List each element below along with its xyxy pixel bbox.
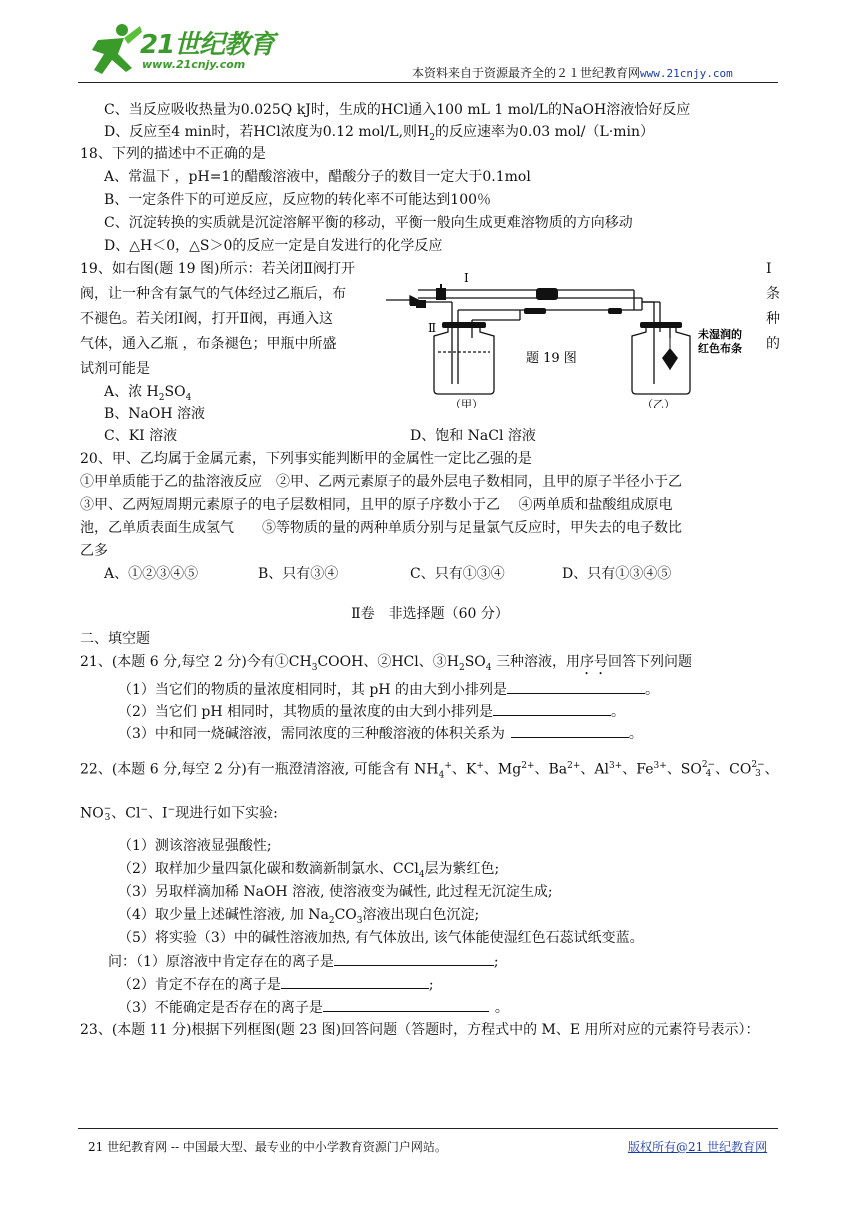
q23-stem: 23、(本题 11 分)根据下列框图(题 23 图)回答问题（答题时，方程式中的 M、E 用所对应的元素符号表示）： (80, 1022, 760, 1038)
logo-main-text: 21世纪教育 (140, 30, 275, 60)
footer-copyright-link[interactable]: 版权所有@21 世纪教育网 (628, 1140, 768, 1154)
q22-question-1: 问：（1）原溶液中肯定存在的离子是 ; (108, 951, 499, 972)
q20-line-2: ③甲、乙两短周期元素原子的电子层数相同，且甲的原子序数小于乙 ④两单质和盐酸组成原电 (80, 497, 673, 513)
q22-blank-1[interactable] (334, 951, 494, 966)
q18-option-b: B、一定条件下的可逆反应，反应物的转化率不可能达到100％ (104, 192, 492, 208)
footer-left-text: 21 世纪教育网 -- 中国最大型、最专业的中小学教育资源门户网站。 (88, 1140, 447, 1154)
header-rule (78, 82, 778, 83)
q20-option-c: C、只有①③④ (410, 566, 505, 582)
q18-stem: 18、下列的描述中不正确的是 (80, 146, 266, 162)
q19-line-5: 试剂可能是 (80, 361, 150, 377)
header-source-prefix: 本资料来自于资源最齐全的２１世纪教育网 (412, 66, 641, 80)
q21-blank-2[interactable] (493, 701, 611, 716)
q22-exp-3: （3）另取样滴加稀 NaOH 溶液, 使溶液变为碱性, 此过程无沉淀生成; (118, 884, 553, 900)
q19-right-4: 的 (766, 336, 780, 352)
q21-sub-3: （3）中和同一烧碱溶液，需同浓度的三种酸溶液的体积关系为 。 (118, 723, 643, 744)
q19-apparatus-figure (380, 262, 760, 408)
q21-blank-1[interactable] (507, 679, 645, 694)
q17-option-c: C、当反应吸收热量为0.025Q kJ时，生成的HCl通入100 mL 1 mol/L的NaOH溶液恰好反应 (104, 102, 691, 118)
q22-exp-5: （5）将实验（3）中的碱性溶液加热, 有气体放出, 该气体能使湿红色石蕊试纸变蓝。 (118, 930, 644, 946)
q20-line-3: 池，乙单质表面生成氢气 ⑤等物质的量的两种单质分别与足量氯气反应时，甲失去的电子数比 (80, 520, 682, 536)
cloth-annotation-2: 红色布条 (698, 342, 742, 355)
q18-option-d: D、△H＜0，△S＞0的反应一定是自发进行的化学反应 (104, 238, 443, 254)
q22-question-2: （2）肯定不存在的离子是 ; (118, 974, 434, 995)
q19-line-1: 19、如右图(题 19 图)所示：若关闭Ⅱ阀打开 (80, 261, 355, 277)
q21-stem: 21、(本题 6 分,每空 2 分)今有$①CH_3COOH$、②HCl、$③H_2SO_4$ 三种溶液，用序号回答下列问题 (80, 654, 692, 673)
q21-blank-3[interactable] (511, 723, 629, 738)
q19-right-1: Ⅰ (766, 261, 772, 277)
q19-option-c: C、KI 溶液 (104, 428, 178, 444)
q19-option-d: D、饱和 NaCl 溶液 (410, 428, 536, 444)
q21-sub-2: （2）当它们 pH 相同时，其物质的量浓度的由大到小排列是 。 (118, 701, 625, 722)
q19-option-a: A、浓 $H_2SO_4$ (104, 384, 192, 403)
q22-exp-1: （1）测该溶液显强酸性; (118, 838, 272, 854)
gas-wash-apparatus-diagram (380, 262, 760, 408)
q22-question-3: （3）不能确定是否存在的离子是 。 (118, 997, 509, 1018)
q22-stem-2: NO − 3 、Cl−、I−现进行如下实验: (80, 803, 278, 823)
q20-line-4: 乙多 (80, 543, 108, 559)
q19-right-3: 种 (766, 311, 780, 327)
q20-line-1: ①甲单质能于乙的盐溶液反应 ②甲、乙两元素原子的最外层电子数相同，且甲的原子半径小于乙 (80, 474, 682, 490)
q19-line-4: 气体，通入乙瓶 ，布条褪色；甲瓶中所盛 (80, 336, 337, 352)
q18-option-a: A、常温下 ，pH=1的醋酸溶液中，醋酸分子的数目一定大于0.1mol (104, 169, 531, 185)
q18-option-c: C、沉淀转换的实质就是沉淀溶解平衡的移动，平衡一般向生成更难溶物质的方向移动 (104, 215, 633, 231)
q19-line-2: 阀，让一种含有氯气的气体经过乙瓶后，布 (80, 286, 346, 302)
valve-2-label: Ⅱ (428, 321, 437, 335)
header-source-line (412, 64, 733, 81)
q17-option-d: D、反应至4 min时，若HCl浓度为0.12 mol/L,则$H_2$的反应速率为0.03 mol/（L·min） (104, 124, 655, 143)
q22-exp-4: （4）取少量上述碱性溶液, 加 $Na_2CO_3$溶液出现白色沉淀; (118, 907, 480, 926)
site-logo (84, 18, 284, 80)
section-2-title: Ⅱ卷 非选择题（60 分） (351, 606, 509, 622)
q22-exp-2: （2）取样加少量四氯化碳和数滴新制氯水、CCl$_4$层为紫红色; (118, 861, 500, 880)
q20-option-d: D、只有①③④⑤ (562, 566, 672, 582)
cloth-annotation-1: 未湿润的 (698, 328, 742, 341)
q20-option-b: B、只有③④ (258, 566, 339, 582)
header-source-url[interactable]: www.21cnjy.com (640, 67, 733, 80)
q21-sub-1: （1）当它们的物质的量浓度相同时，其 pH 的由大到小排列是 。 (118, 679, 659, 700)
q20-stem: 20、甲、乙均属于金属元素，下列事实能判断甲的金属性一定比乙强的是 (80, 451, 532, 467)
valve-1-label: I (464, 271, 469, 285)
q19-right-2: 条 (766, 286, 780, 302)
q20-option-a: A、①②③④⑤ (104, 566, 199, 582)
figure-caption: 题 19 图 (526, 351, 577, 366)
q22-blank-2[interactable] (281, 974, 429, 989)
q22-blank-3[interactable] (323, 997, 489, 1012)
bottle-yi-label: （乙） (642, 398, 675, 408)
logo-url-text: www.21cnjy.com (142, 58, 246, 71)
q19-line-3: 不褪色。若关闭Ⅰ阀，打开Ⅱ阀，再通入这 (80, 311, 334, 327)
q22-stem: 22、(本题 6 分,每空 2 分)有一瓶澄清溶液, 可能含有 $NH_4^+$、K+、$Mg^{2+}$、$Ba^{2+}$、$Al^{3+}$、$Fe^{3+}$、SO 2− 4 、CO 2− 3 、 (80, 759, 779, 781)
footer-rule (78, 1128, 778, 1129)
runner-logo-icon (84, 20, 144, 78)
part-2-heading: 二、填空题 (80, 631, 150, 647)
q19-option-b: B、NaOH 溶液 (104, 406, 206, 422)
bottle-jia-label: （甲） (450, 398, 483, 408)
